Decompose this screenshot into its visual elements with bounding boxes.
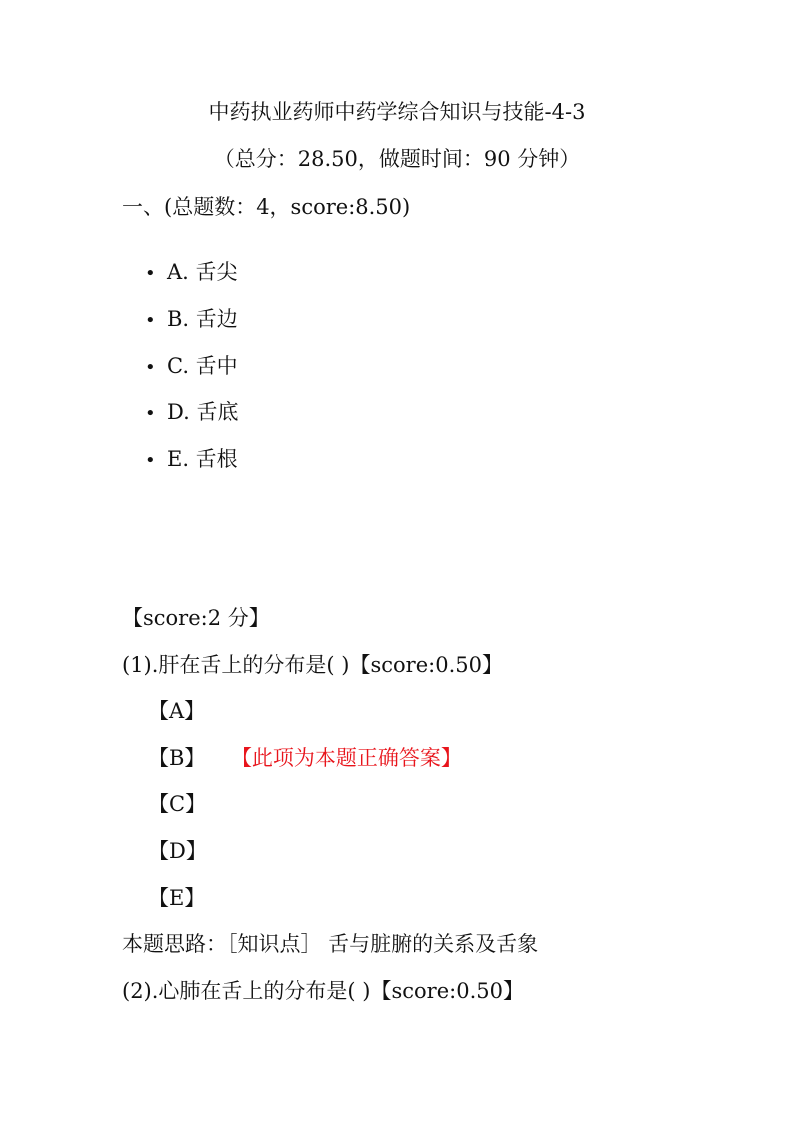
option-label: D. 舌底 — [167, 400, 239, 424]
question-analysis: 本题思路：［知识点］ 舌与脏腑的关系及舌象 — [122, 932, 539, 956]
bullet-icon: • — [145, 357, 156, 378]
question-text: (2).心肺在舌上的分布是( )【score:0.50】 — [122, 979, 524, 1003]
option-label: E. 舌根 — [167, 447, 238, 471]
option-item — [145, 305, 238, 335]
option-item — [145, 258, 238, 288]
option-item — [145, 445, 238, 475]
answer-option-e: 【E】 — [148, 886, 206, 910]
bullet-icon: • — [145, 403, 156, 424]
answer-option-a: 【A】 — [148, 699, 206, 723]
answer-option-b — [148, 744, 462, 772]
bullet-icon: • — [145, 263, 156, 284]
section-heading: 一、(总题数：4，score:8.50) — [122, 195, 411, 219]
bullet-icon: • — [145, 310, 156, 331]
question-text: (1).肝在舌上的分布是( )【score:0.50】 — [122, 653, 503, 677]
option-label: C. 舌中 — [167, 354, 238, 378]
option-item — [145, 352, 238, 382]
correct-answer-note: 【此项为本题正确答案】 — [241, 746, 462, 770]
option-label: A. 舌尖 — [167, 260, 238, 284]
answer-option-c: 【C】 — [148, 792, 207, 816]
bullet-icon: • — [145, 450, 156, 471]
document-title: 中药执业药师中药学综合知识与技能-4-3 — [208, 100, 586, 124]
document-subtitle: （总分：28.50，做题时间：90 分钟） — [213, 147, 581, 171]
answer-label: 【B】 — [148, 746, 206, 770]
group-score: 【score:2 分】 — [122, 606, 270, 630]
option-item — [145, 398, 238, 428]
option-label: B. 舌边 — [167, 307, 238, 331]
answer-option-d: 【D】 — [148, 839, 207, 863]
